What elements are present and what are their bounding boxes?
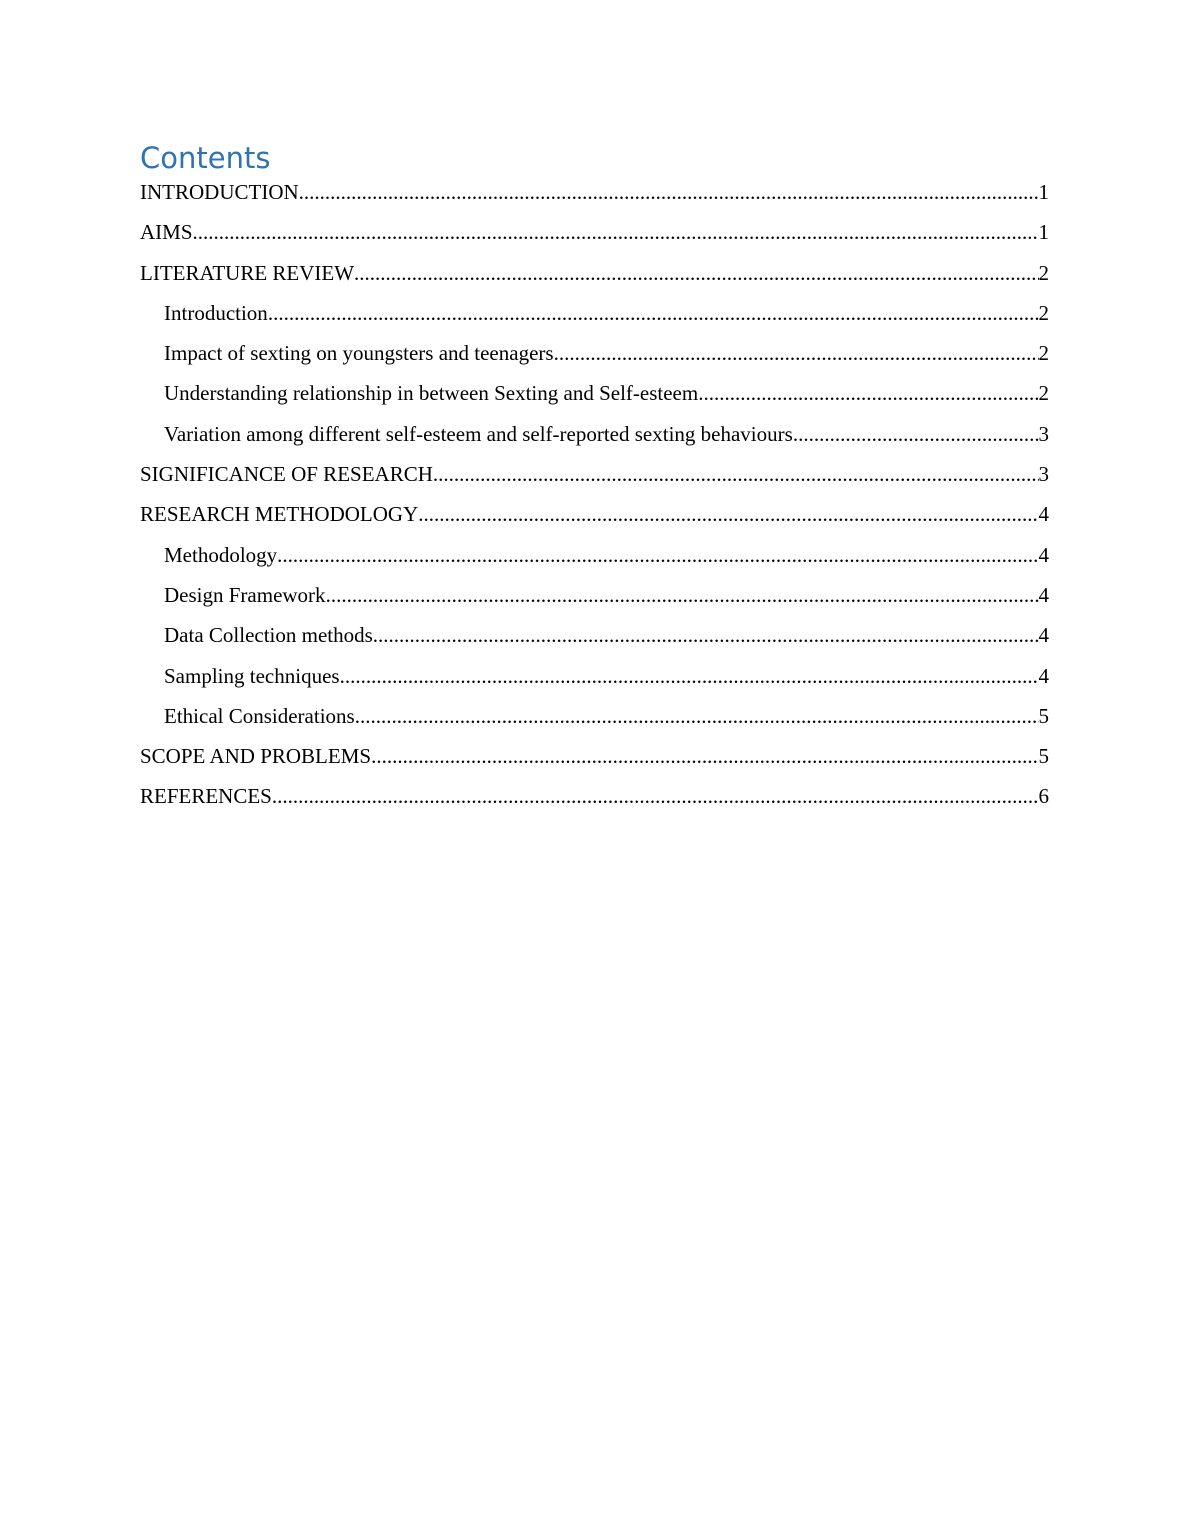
toc-entry-impact-of-sexting[interactable] [140, 339, 1049, 379]
toc-entry-page: 4 [1038, 663, 1049, 688]
toc-dot-leader [277, 541, 1038, 569]
toc-dot-leader [355, 702, 1039, 730]
toc-entry-significance[interactable] [140, 460, 1049, 500]
toc-entry-lr-introduction[interactable] [140, 299, 1049, 339]
toc-title: Contents [140, 141, 271, 175]
toc-entry-label: Introduction [164, 300, 268, 325]
toc-dot-leader [340, 662, 1039, 690]
toc-entry-label: LITERATURE REVIEW [140, 260, 355, 285]
toc-dot-leader [371, 742, 1038, 770]
toc-entry-page: 1 [1038, 180, 1049, 204]
toc-entry-label: AIMS [140, 220, 193, 245]
toc-dot-leader [354, 259, 1038, 287]
toc-dot-leader [793, 420, 1039, 448]
toc-entry-page: 2 [1038, 300, 1049, 325]
toc-entry-page: 2 [1038, 260, 1049, 285]
toc-entry-page: 3 [1038, 421, 1049, 446]
toc-entry-data-collection[interactable] [140, 621, 1049, 661]
toc-entry-label: Ethical Considerations [164, 703, 355, 728]
toc-entry-design-framework[interactable] [140, 581, 1049, 621]
toc-dot-leader [272, 782, 1039, 810]
toc-entry-page: 6 [1038, 784, 1049, 809]
toc-entry-label: SIGNIFICANCE OF RESEARCH [140, 462, 433, 487]
toc-entry-label: Understanding relationship in between Sexting and Self-esteem [164, 381, 699, 406]
toc-dot-leader [326, 581, 1039, 609]
toc-entry-references[interactable] [140, 782, 1049, 822]
toc-entry-introduction[interactable] [140, 178, 1049, 218]
toc-dot-leader [299, 178, 1039, 206]
toc-entry-ethical-considerations[interactable] [140, 702, 1049, 742]
toc-entry-label: Variation among different self-esteem and self-reported sexting behaviours [164, 421, 793, 446]
toc-entry-page: 2 [1038, 341, 1049, 366]
toc-dot-leader [433, 460, 1039, 488]
toc-entry-literature-review[interactable] [140, 259, 1049, 299]
toc-entry-label: Sampling techniques [164, 663, 340, 688]
toc-dot-leader [268, 299, 1039, 327]
toc-dot-leader [698, 379, 1038, 407]
toc-entry-label: Design Framework [164, 582, 326, 607]
toc-entry-page: 3 [1038, 462, 1049, 487]
toc-entry-label: SCOPE AND PROBLEMS [140, 744, 372, 769]
toc-entry-understanding-relationship[interactable] [140, 379, 1049, 419]
toc-entry-page: 2 [1038, 381, 1049, 406]
toc-entry-sampling-techniques[interactable] [140, 662, 1049, 702]
toc-entry-scope-and-problems[interactable] [140, 742, 1049, 782]
toc-entry-page: 4 [1038, 582, 1049, 607]
toc-entry-page: 5 [1038, 703, 1049, 728]
toc-entry-page: 4 [1038, 502, 1049, 527]
toc-entry-label: Methodology [164, 542, 278, 567]
table-of-contents [140, 138, 1049, 823]
toc-entry-page: 4 [1038, 623, 1049, 648]
toc-entry-label: REFERENCES [140, 784, 272, 809]
toc-entry-variation-among[interactable] [140, 420, 1049, 460]
toc-entry-methodology[interactable] [140, 541, 1049, 581]
toc-entry-page: 5 [1038, 744, 1049, 769]
toc-dot-leader [554, 339, 1039, 367]
toc-dot-leader [373, 621, 1039, 649]
toc-entry-page: 1 [1038, 220, 1049, 245]
toc-entry-research-methodology[interactable] [140, 500, 1049, 540]
toc-entry-label: Data Collection methods [164, 623, 373, 648]
toc-dot-leader [418, 500, 1038, 528]
toc-entry-label: RESEARCH METHODOLOGY [140, 502, 419, 527]
toc-dot-leader [193, 218, 1039, 246]
toc-entry-aims[interactable] [140, 218, 1049, 258]
toc-list [140, 178, 1049, 823]
toc-entry-label: Impact of sexting on youngsters and teenagers [164, 341, 554, 366]
toc-entry-page: 4 [1038, 542, 1049, 567]
toc-entry-label: INTRODUCTION [140, 180, 299, 204]
